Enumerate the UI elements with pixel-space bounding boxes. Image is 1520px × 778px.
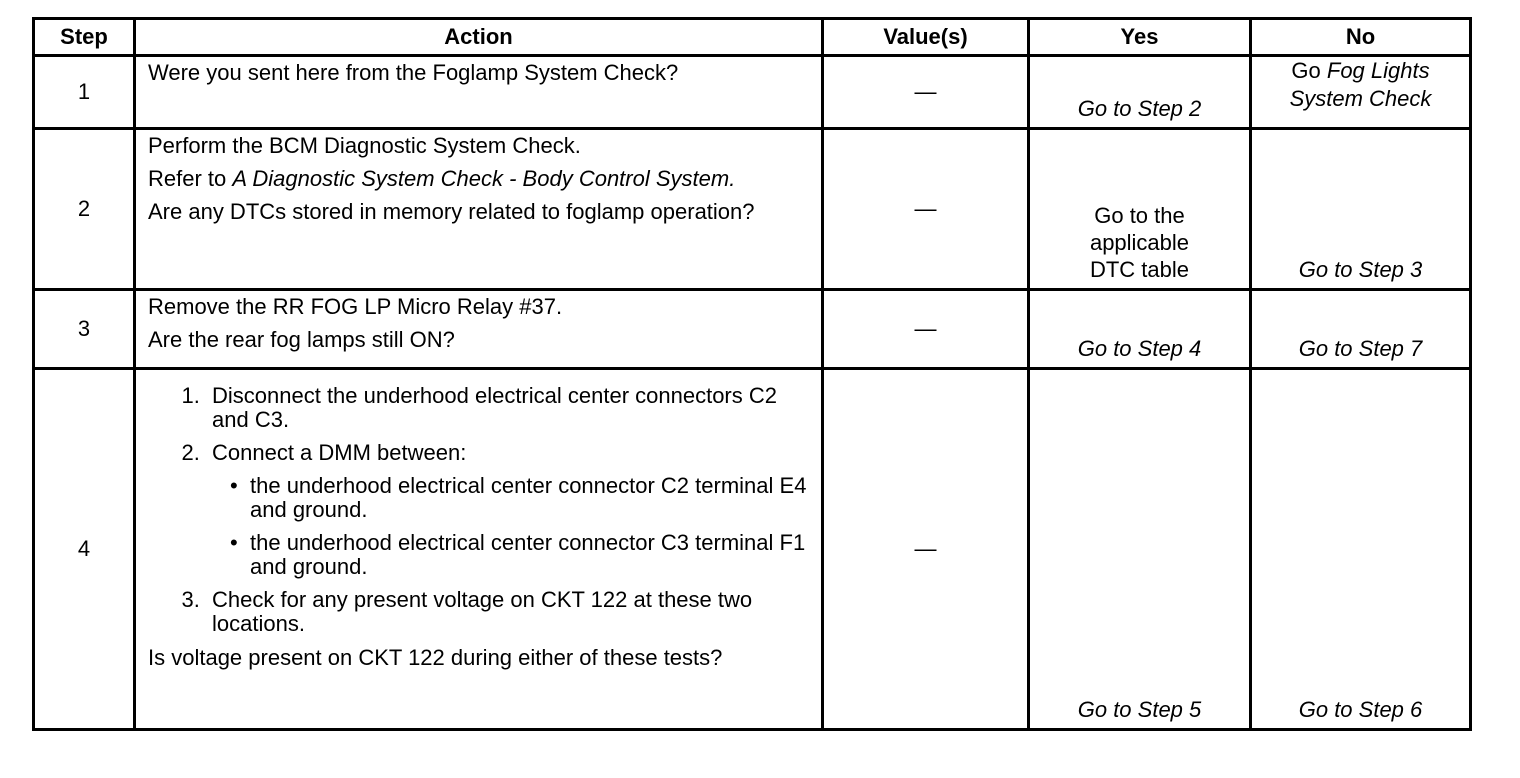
action-text-ref bbox=[148, 167, 811, 191]
yes-line-1: Go to the bbox=[1094, 203, 1185, 228]
header-action: Action bbox=[135, 19, 823, 56]
ref-prefix: Refer to bbox=[148, 166, 227, 191]
procedure-item bbox=[206, 384, 811, 432]
no-cell bbox=[1251, 290, 1471, 369]
procedure-item bbox=[206, 588, 811, 636]
bullet-list bbox=[212, 474, 811, 579]
procedure-item-text: Connect a DMM between: bbox=[212, 440, 467, 465]
action-text: Were you sent here from the Foglamp System Check? bbox=[148, 60, 679, 85]
action-text: Remove the RR FOG LP Micro Relay #37. bbox=[148, 294, 563, 319]
step-number: 1 bbox=[34, 56, 135, 129]
action-cell bbox=[135, 56, 823, 129]
value-cell: — bbox=[823, 290, 1029, 369]
header-yes: Yes bbox=[1029, 19, 1251, 56]
header-row bbox=[34, 19, 1471, 56]
yes-cell bbox=[1029, 290, 1251, 369]
no-cell bbox=[1251, 369, 1471, 730]
action-cell bbox=[135, 369, 823, 730]
yes-line-2: applicable bbox=[1089, 230, 1190, 255]
action-question: Are any DTCs stored in memory related to foglamp operation? bbox=[148, 199, 755, 224]
no-cell bbox=[1251, 129, 1471, 290]
action-text: Perform the BCM Diagnostic System Check. bbox=[148, 133, 581, 158]
yes-text: Go to Step 4 bbox=[1077, 336, 1202, 361]
table-row bbox=[34, 129, 1471, 290]
diagnostic-table bbox=[32, 17, 1472, 731]
yes-text: Go to Step 2 bbox=[1077, 96, 1202, 121]
yes-cell bbox=[1029, 129, 1251, 290]
table-row bbox=[34, 369, 1471, 730]
table-row bbox=[34, 290, 1471, 369]
no-text: Go to Step 3 bbox=[1298, 257, 1423, 282]
procedure-item bbox=[206, 441, 811, 579]
value-cell: — bbox=[823, 129, 1029, 290]
yes-text: Go to Step 5 bbox=[1077, 697, 1202, 722]
step-number: 2 bbox=[34, 129, 135, 290]
bullet-item: • the underhood electrical center connector C3 terminal F1 and ground. bbox=[250, 531, 811, 579]
action-cell bbox=[135, 290, 823, 369]
no-prefix: Go bbox=[1291, 58, 1321, 83]
action-question: Is voltage present on CKT 122 during either of these tests? bbox=[148, 645, 723, 670]
action-cell bbox=[135, 129, 823, 290]
no-text: Go to Step 6 bbox=[1298, 697, 1423, 722]
action-question: Are the rear fog lamps still ON? bbox=[148, 327, 455, 352]
header-no: No bbox=[1251, 19, 1471, 56]
value-cell: — bbox=[823, 369, 1029, 730]
no-text: Go to Step 7 bbox=[1298, 336, 1423, 361]
ref-italic: A Diagnostic System Check - Body Control System. bbox=[232, 166, 736, 191]
procedure-item-text: Disconnect the underhood electrical center connectors C2 and C3. bbox=[212, 383, 777, 432]
bullet-item: • the underhood electrical center connector C2 terminal E4 and ground. bbox=[250, 474, 811, 522]
no-italic-1: Fog Lights bbox=[1326, 58, 1430, 83]
table-row bbox=[34, 56, 1471, 129]
yes-cell bbox=[1029, 369, 1251, 730]
no-line-1 bbox=[1252, 59, 1469, 83]
header-step: Step bbox=[34, 19, 135, 56]
header-values: Value(s) bbox=[823, 19, 1029, 56]
step-number: 4 bbox=[34, 369, 135, 730]
procedure-list bbox=[148, 384, 811, 636]
no-cell bbox=[1251, 56, 1471, 129]
no-italic-2: System Check bbox=[1289, 86, 1432, 111]
value-cell: — bbox=[823, 56, 1029, 129]
yes-cell bbox=[1029, 56, 1251, 129]
procedure-item-text: Check for any present voltage on CKT 122 at these two locations. bbox=[212, 587, 753, 636]
yes-line-3: DTC table bbox=[1089, 257, 1190, 282]
step-number: 3 bbox=[34, 290, 135, 369]
